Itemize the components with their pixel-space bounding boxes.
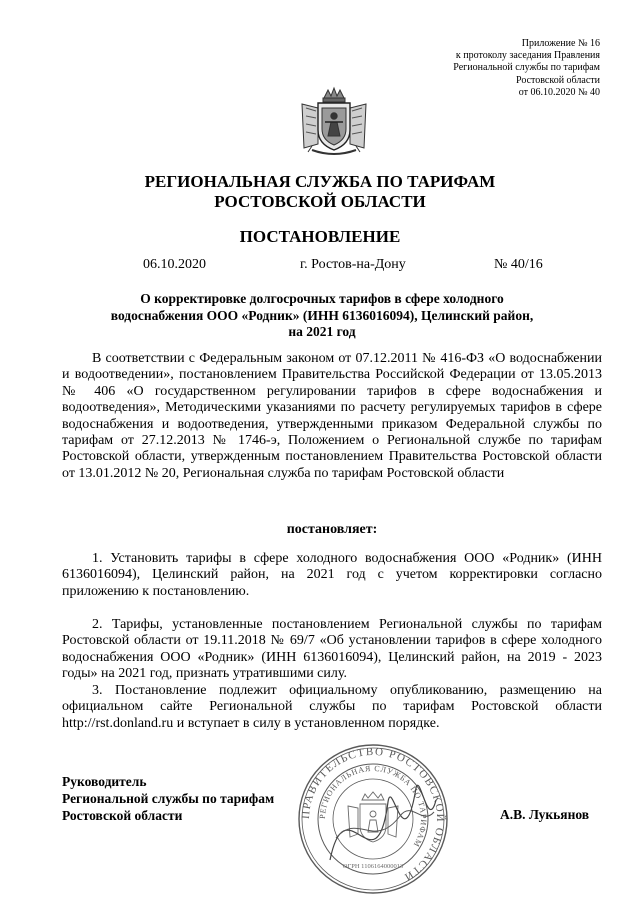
decree-item-1: 1. Установить тарифы в сфере холодного водоснабжения ООО «Родник» (ИНН 6136016094), Целинский район, на 2021 год с учетом корректировки согласно приложению к постановлению. [62,551,602,599]
document-subject [62,291,582,341]
preamble-paragraph: В соответствии с Федеральным законом от 07.12.2011 № 416-ФЗ «О водоснабжении и водоотведении», постановлением Правительства Российской Федерации от 13.05.2013 № 406 «О государственном регулировании тарифов в сфере водоснабжения и водоотведения», Методическими указаниями по расчету регулируемых тарифов в сфере водоснабжения и водоотведения, утвержденными приказом Федеральной службы по тарифам от 27.12.2013 № 1746-э, Положением о Региональной службе по тарифам Ростовской области, утвержденным постановлением Правительства Ростовской области от 13.01.2012 № 20, Региональная служба по тарифам Ростовской области [62,351,602,481]
signatory-title-line: Ростовской области [62,808,183,823]
organization-title-line: РОСТОВСКОЙ ОБЛАСТИ [214,192,426,211]
decree-item-2: 2. Тарифы, установленные постановлением Региональной службы по тарифам Ростовской области от 19.11.2018 № 69/7 «Об установлении тарифов в сфере холодного водоснабжения ООО «Родник» (ИНН 6136016094), Целинский район, на 2019 - 2023 годы» на 2021 год, признать утратившими силу. [62,617,602,682]
decree-item-3: 3. Постановление подлежит официальному опубликованию, размещению на официальном сайте Региональной службы по тарифам Ростовской области http://rst.donland.ru и вступает в силу в установленном порядке. [62,683,602,731]
stamp-inner-text: РЕГИОНАЛЬНАЯ СЛУЖБА ПО ТАРИФАМ [317,763,429,849]
document-number: № 40/16 [494,257,543,272]
subject-line: на 2021 год [288,324,356,339]
document-city: г. Ростов-на-Дону [300,257,406,272]
stamp-code: ОГРН 1106164000013 [342,863,404,870]
appendix-line: Ростовской области [516,74,600,86]
organization-title-line: РЕГИОНАЛЬНАЯ СЛУЖБА ПО ТАРИФАМ [144,172,496,191]
round-seal-icon [296,742,450,896]
coat-of-arms-icon [298,86,370,158]
appendix-line: Региональной службы по тарифам [453,62,600,74]
organization-title [60,172,580,212]
document-type: ПОСТАНОВЛЕНИЕ [239,227,401,246]
appendix-line: к протоколу заседания Правления [455,50,600,62]
appendix-line: от 06.10.2020 № 40 [518,86,600,98]
document-date: 06.10.2020 [143,257,206,272]
subject-line: О корректировке долгосрочных тарифов в сфере холодного [140,291,504,306]
signatory-title-line: Региональной службы по тарифам [62,791,275,806]
signatory-title-line: Руководитель [62,774,147,789]
signatory-name: А.В. Лукьянов [500,807,590,822]
signatory-title [62,773,274,824]
stamp-outer-text: ПРАВИТЕЛЬСТВО РОСТОВСКОЙ ОБЛАСТИ [299,745,447,884]
appendix-line: Приложение № 16 [521,38,600,49]
subject-line: водоснабжения ООО «Родник» (ИНН 6136016094), Целинский район, [110,307,534,323]
decree-word: постановляет: [286,522,378,537]
appendix-note [453,38,600,99]
